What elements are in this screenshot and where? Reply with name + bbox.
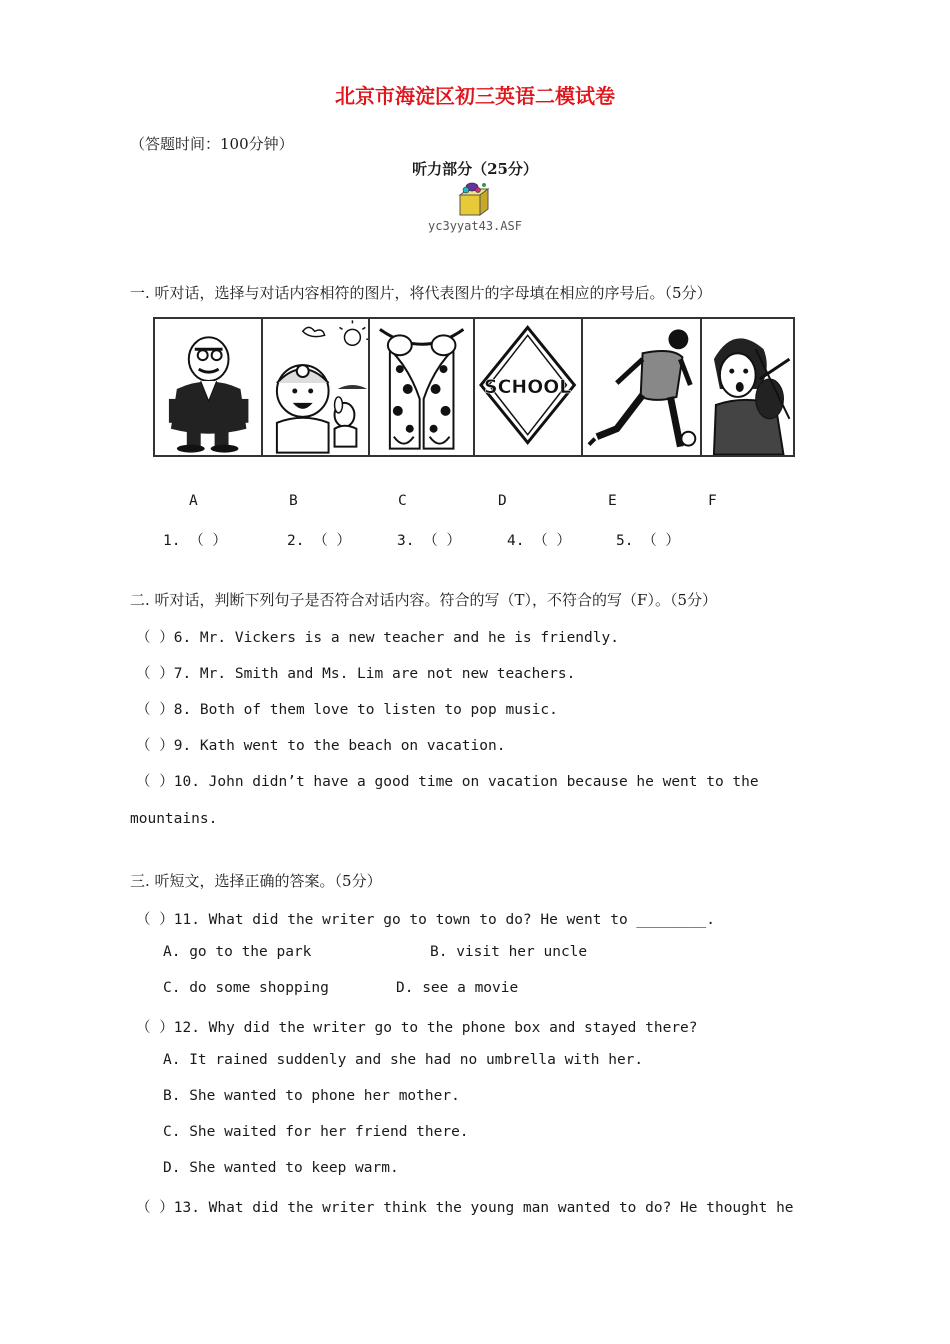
picture-letter-b: B: [289, 493, 298, 509]
audio-file-name[interactable]: yc3yyat43.ASF: [428, 219, 522, 233]
option-12-a: A. It rained suddenly and she had no umbrella with her.: [163, 1052, 644, 1068]
question-8: （ ）8. Both of them love to listen to pop music.: [136, 702, 558, 718]
option-11-d: D. see a movie: [396, 980, 519, 996]
question-10: （ ）10. John didn’t have a good time on vacation because he went to the: [136, 774, 759, 790]
picture-b-child-and-dog: [263, 319, 369, 455]
answer-blank-4[interactable]: 4. （ ）: [507, 533, 571, 549]
question-9: （ ）9. Kath went to the beach on vacation.: [136, 738, 506, 754]
option-11-c: C. do some shopping: [163, 980, 329, 996]
picture-letter-e: E: [608, 493, 617, 509]
answer-blank-5[interactable]: 5. （ ）: [616, 533, 680, 549]
answer-blank-1[interactable]: 1. （ ）: [163, 533, 227, 549]
picture-e-football-player: [583, 319, 701, 455]
picture-letter-d: D: [498, 493, 507, 509]
question-6: （ ）6. Mr. Vickers is a new teacher and he is friendly.: [136, 630, 619, 646]
option-12-b: B. She wanted to phone her mother.: [163, 1088, 460, 1104]
picture-letter-f: F: [708, 493, 717, 509]
listening-heading: 听力部分（25分）: [412, 160, 538, 178]
question-12: （ ）12. Why did the writer go to the phone box and stayed there?: [136, 1020, 698, 1036]
answer-blank-3[interactable]: 3. （ ）: [397, 533, 461, 549]
picture-d-school-sign: [475, 319, 583, 455]
part1-instruction: 一. 听对话，选择与对话内容相符的图片，将代表图片的字母填在相应的序号后。（5分）: [130, 284, 712, 302]
picture-a-businessman: [155, 319, 263, 455]
page-title: 北京市海淀区初三英语二模试卷: [335, 84, 615, 108]
option-12-d: D. She wanted to keep warm.: [163, 1160, 399, 1176]
part2-instruction: 二. 听对话，判断下列句子是否符合对话内容。符合的写（T），不符合的写（F）。（5分）: [130, 591, 717, 609]
audio-file-icon[interactable]: [454, 181, 494, 219]
school-sign-text: SCHOOL: [483, 375, 572, 398]
question-11: （ ）11. What did the writer go to town to do? He went to ________.: [136, 912, 715, 928]
option-11-a: A. go to the park: [163, 944, 312, 960]
picture-c-giraffes: [370, 319, 475, 455]
part3-instruction: 三. 听短文，选择正确的答案。（5分）: [130, 872, 382, 890]
question-13: （ ）13. What did the writer think the young man wanted to do? He thought he: [136, 1200, 794, 1216]
time-note: （答题时间：100分钟）: [130, 135, 294, 153]
option-12-c: C. She waited for her friend there.: [163, 1124, 469, 1140]
question-7: （ ）7. Mr. Smith and Ms. Lim are not new teachers.: [136, 666, 576, 682]
picture-f-violinist: [702, 319, 793, 455]
option-11-b: B. visit her uncle: [430, 944, 588, 960]
picture-strip: [153, 317, 795, 457]
picture-letter-c: C: [398, 493, 407, 509]
answer-blank-2[interactable]: 2. （ ）: [287, 533, 351, 549]
question-10-continued: mountains.: [130, 811, 218, 827]
picture-letter-a: A: [189, 493, 198, 509]
